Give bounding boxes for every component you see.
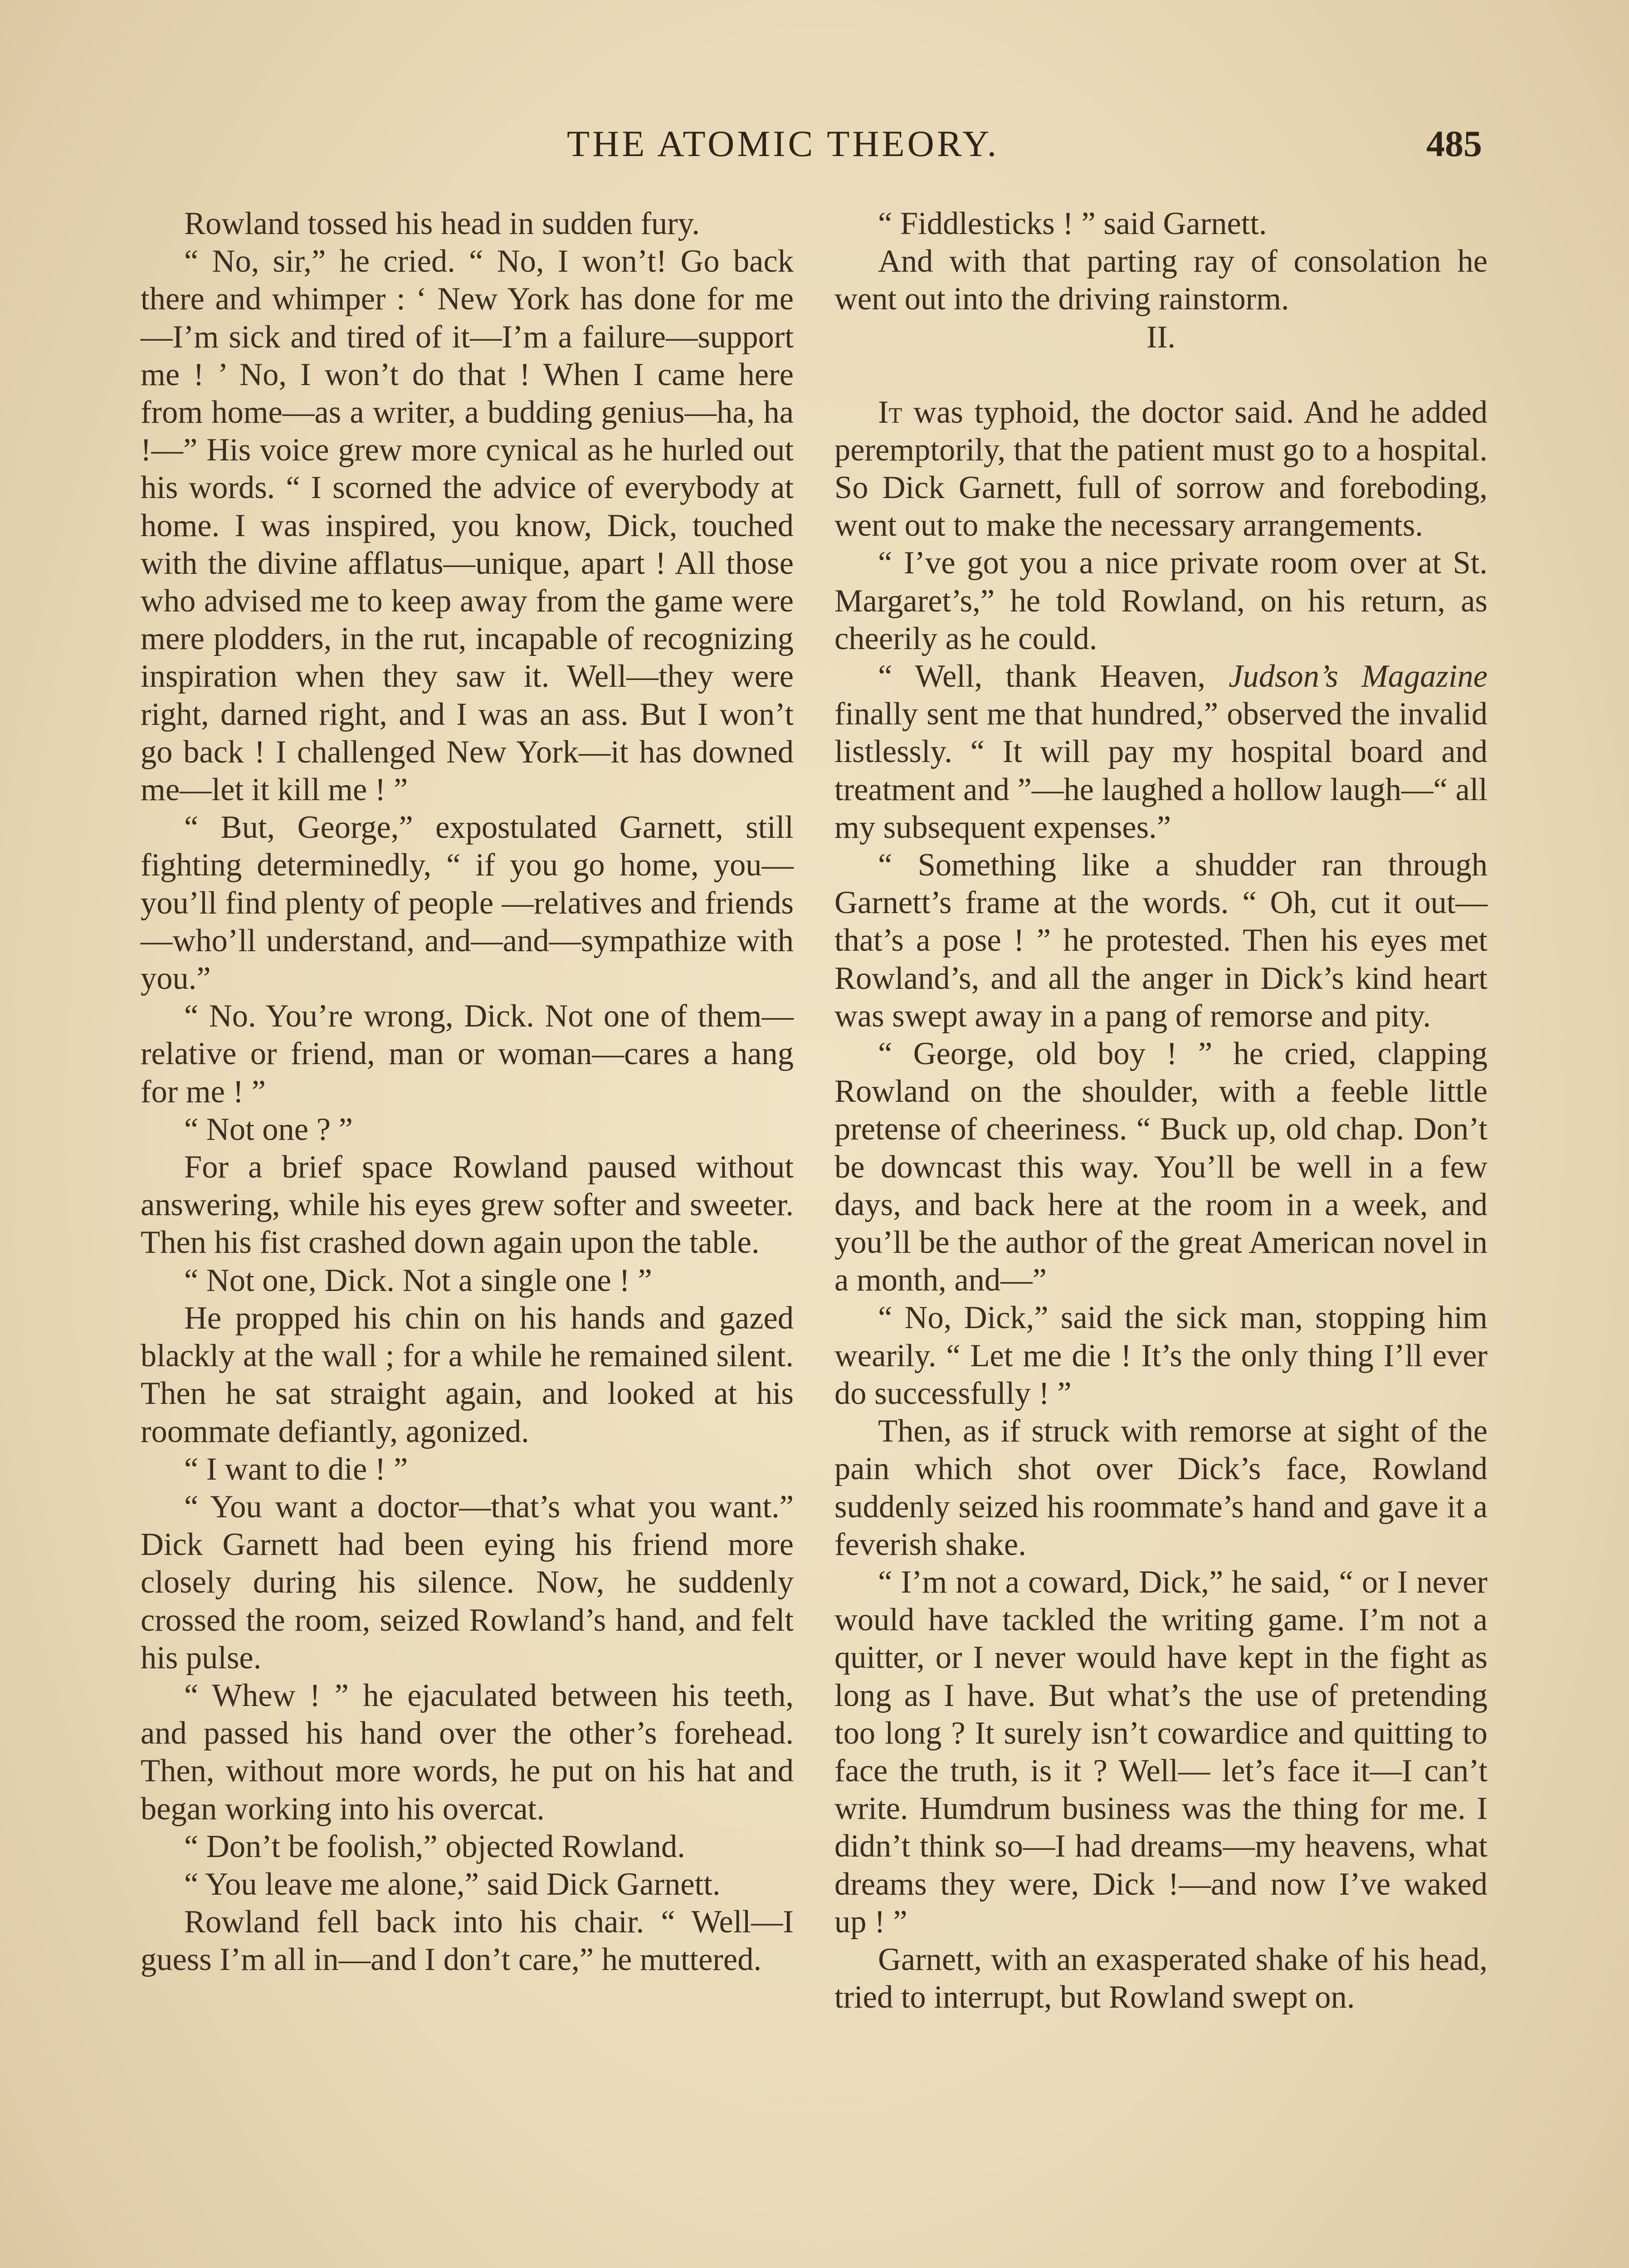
paragraph: Rowland tossed his head in sudden fury. [184, 206, 700, 241]
paragraph: “ I want to die ! ” [184, 1451, 408, 1487]
paragraph: For a brief space Rowland paused without answering, while his eyes grew softer and sweeter. Then his fist crashed down again upon the table. [141, 1149, 794, 1261]
paragraph: Garnett, with an exasperated shake of his head, tried to interrupt, but Rowland swept on. [834, 1941, 1488, 2015]
paragraph: “ Not one ? ” [184, 1111, 353, 1147]
paragraph: “ I’m not a coward, Dick,” he said, “ or I never would have tackled the writing game. I’m not a quitter, or I never would have kept in the fight as long as I have. But what’s the use of pretending too long ? It surely isn’t cowardice and quitting to face the truth, is it ? Well— let’s face it—I can’t write. Humdrum business was the thing for me. I didn’t think so—I had dreams—my heavens, what dreams they were, Dick !—and now I’ve waked up ! ” [834, 1564, 1488, 1940]
left-column [141, 205, 794, 1979]
paragraph: Then, as if struck with remorse at sight of the pain which shot over Dick’s face, Rowland suddenly seized his roommate’s hand and gave it a feverish shake. [834, 1413, 1488, 1562]
section-number: II. [1146, 319, 1176, 355]
paragraph-text: was typhoid, the doctor said. And he added peremptorily, that the patient must go to a hospital. So Dick Garnett, full of sorrow and foreboding, went out to make the necessary arrangements. [834, 394, 1488, 543]
page-number: 485 [1426, 123, 1482, 164]
paragraph: “ Don’t be foolish,” objected Rowland. [184, 1828, 685, 1864]
paragraph: “ Fiddlesticks ! ” said Garnett. [878, 206, 1267, 241]
paragraph: “ Something like a shudder ran through Garnett’s frame at the words. “ Oh, cut it out—that’s a pose ! ” he protested. Then his eyes met Rowland’s, and all the anger in Dick’s kind heart was swept away in a pang of remorse and pity. [834, 847, 1488, 1034]
running-head [0, 122, 1629, 172]
paragraph: “ George, old boy ! ” he cried, clapping Rowland on the shoulder, with a feeble little pretense of cheeriness. “ Buck up, old chap. Don’t be downcast this way. You’ll be well in a few days, and back here at the room in a week, and you’ll be the author of the great American novel in a month, and—” [834, 1036, 1488, 1298]
right-column [834, 205, 1488, 2016]
paragraph: “ You want a doctor—that’s what you want.” Dick Garnett had been eying his friend more closely during his silence. Now, he suddenly crossed the room, seized Rowland’s hand, and felt his pulse. [141, 1489, 794, 1676]
paragraph: He propped his chin on his hands and gazed blackly at the wall ; for a while he remained silent. Then he sat straight again, and looked at his roommate defiantly, agonized. [141, 1300, 794, 1449]
paragraph: “ You leave me alone,” said Dick Garnett. [184, 1866, 721, 1902]
paragraph: “ Not one, Dick. Not a single one ! ” [184, 1262, 652, 1298]
paragraph: “ I’ve got you a nice private room over at St. Margaret’s,” he told Rowland, on his return, as cheerily as he could. [834, 545, 1488, 656]
paragraph [834, 658, 1488, 846]
magazine-title: Judson’s Magazine [1229, 659, 1488, 694]
paragraph: “ Whew ! ” he ejaculated between his teeth, and passed his hand over the other’s forehead. Then, without more words, he put on his hat and began working into his overcat. [141, 1677, 794, 1827]
paragraph: “ No, Dick,” said the sick man, stopping him wearily. “ Let me die ! It’s the only thing I’ll ever do successfully ! ” [834, 1300, 1488, 1411]
paragraph: “ No. You’re wrong, Dick. Not one of them—relative or friend, man or woman—cares a hang for me ! ” [141, 998, 794, 1110]
paragraph [834, 394, 1488, 545]
paragraph: “ But, George,” expostulated Garnett, still fighting determinedly, “ if you go home, you—you’ll find plenty of people —relatives and friends—who’ll understand, and—and—sympathize with you.” [141, 810, 794, 997]
paragraph-text: “ Well, thank Heaven, [878, 659, 1229, 694]
paragraph-text: finally sent me that hundred,” observed the invalid listlessly. “ It will pay my hospital board and treatment and ”—he laughed a hollow laugh—“ all my subsequent expenses.” [834, 696, 1488, 845]
paragraph: “ No, sir,” he cried. “ No, I won’t! Go back there and whimper : ‘ New York has done for me—I’m sick and tired of it—I’m a failure—support me ! ’ No, I won’t do that ! When I came here from home—as a writer, a budding genius—ha, ha !—” His voice grew more cynical as he hurled out his words. “ I scorned the advice of everybody at home. I was inspired, you know, Dick, touched with the divine afflatus—unique, apart ! All those who advised me to keep away from the game were mere plodders, in the rut, incapable of recognizing inspiration when they saw it. Well—they were right, darned right, and I was an ass. But I won’t go back ! I challenged New York—it has downed me—let it kill me ! ” [141, 244, 794, 808]
lead-word: It [878, 394, 902, 430]
paragraph: And with that parting ray of consolation he went out into the driving rainstorm. [834, 244, 1488, 317]
paragraph: Rowland fell back into his chair. “ Well—I guess I’m all in—and I don’t care,” he muttered. [141, 1904, 794, 1978]
page-title: THE ATOMIC THEORY. [567, 123, 1000, 164]
